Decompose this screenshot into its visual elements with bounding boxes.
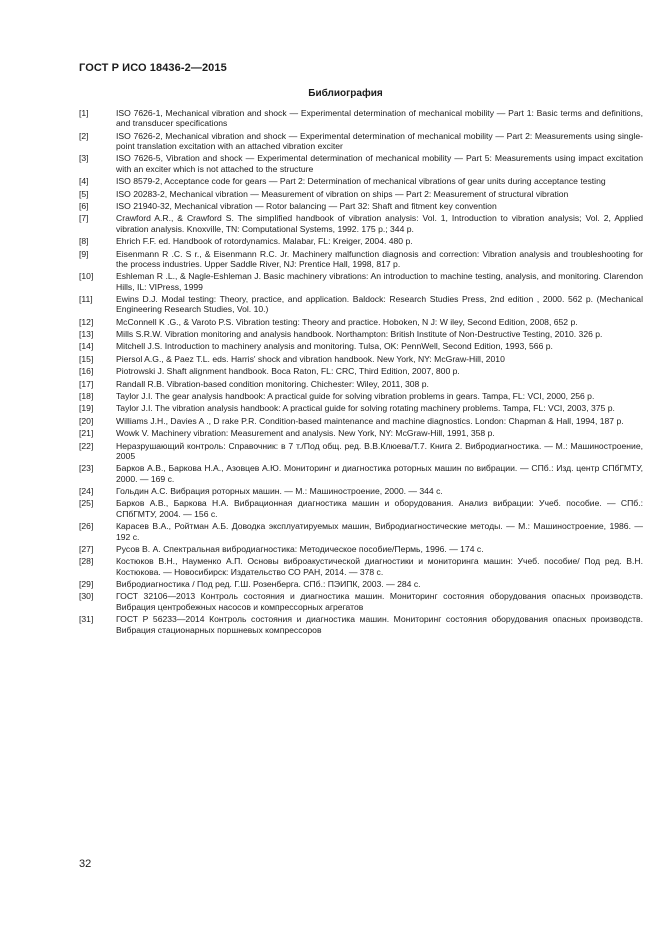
bibliography-entry: [79, 294, 643, 315]
entry-number: [11]: [79, 293, 93, 304]
entry-text: ISO 7626-2, Mechanical vibration and shock — Experimental determination of mechanical mobility — Part 2: Measurements using single-point translation excitation with an attached vibration exciter: [116, 130, 643, 152]
bibliography-entry: [79, 329, 643, 339]
entry-text: Taylor J.I. The vibration analysis handbook: A practical guide for solving rotating machinery problems. Tampa, FL: VCI, 2003, 375 p.: [116, 403, 615, 414]
entry-number: [14]: [79, 341, 94, 352]
entry-text: ISO 7626-5, Vibration and shock — Experimental determination of mechanical mobility — Part 5: Measurements using impact excitation with an exciter which is not attached to the structure: [116, 153, 643, 174]
bibliography-entry: [79, 366, 643, 376]
entry-number: [21]: [79, 428, 94, 439]
section-title: Библиография: [308, 88, 383, 99]
bibliography-entry: [79, 108, 643, 129]
entry-text: ISO 8579-2, Acceptance code for gears — Part 2: Determination of mechanical vibrations of gear units during acceptance testing: [116, 176, 606, 187]
entry-text: ISO 7626-1, Mechanical vibration and shock — Experimental determination of mechanical mobility — Part 1: Basic terms and definitions, and transducer specifications: [116, 108, 643, 129]
bibliography-entry: [79, 153, 643, 174]
entry-text: Crawford A.R., & Crawford S. The simplified handbook of vibration analysis: Vol. 1, Introduction to vibration analysis; Vol. 2, Applied vibration analysis. Knoxville, TN: Computational Systems, 1992. 175 p.; 344 p.: [116, 213, 643, 234]
bibliography-list: [79, 108, 643, 637]
entry-number: [10]: [79, 271, 94, 282]
bibliography-entry: [79, 201, 643, 211]
entry-text: Eisenmann R .C. S r., & Eisenmann R.C. Jr. Machinery malfunction diagnosis and correction: Vibration analysis and troubleshooting for the process industries. Upper Saddle River, NJ: Prentice Hall, 1998, 817 p.: [116, 248, 643, 269]
page-number: 32: [79, 858, 92, 870]
entry-number: [9]: [79, 248, 89, 259]
entry-number: [25]: [79, 498, 94, 509]
entry-number: [24]: [79, 486, 94, 497]
entry-text: Williams J.H., Davies A ., D rake P.R. Condition-based maintenance and machine diagnostics. London: Chapman & Hall, 1994, 187 p.: [116, 415, 624, 426]
entry-number: [4]: [79, 176, 89, 187]
bibliography-entry: [79, 416, 643, 426]
entry-text: Костюков В.Н., Науменко А.П. Основы виброакустической диагностики и мониторинга машин: Учеб. пособие/ Под ред. В.Н. Костюкова. — Новосибирск: Издательство СО РАН, 2014. — 378 с.: [116, 556, 643, 577]
bibliography-entry: [79, 428, 643, 438]
entry-text: Mills S.R.W. Vibration monitoring and analysis handbook. Northampton: British Institute of Non-Destructive Testing, 2010. 326 p.: [116, 329, 603, 340]
entry-text: Барков А.В., Баркова Н.А. Вибрационная диагностика машин и оборудования. Анализ вибрации: Учеб. пособие. — СПб.: СПбГМТУ, 2004. — 156 с.: [116, 498, 643, 519]
entry-number: [30]: [79, 591, 94, 602]
entry-number: [6]: [79, 200, 89, 211]
entry-number: [15]: [79, 353, 94, 364]
entry-number: [31]: [79, 614, 94, 625]
entry-text: McConnell K .G., & Varoto P.S. Vibration testing: Theory and practice. Hoboken, N J: W iley, Second Edition, 2008, 652 p.: [116, 316, 578, 327]
entry-text: Taylor J.I. The gear analysis handbook: A practical guide for solving vibration problems in gears. Tampa, FL: VCI, 2000, 256 p.: [116, 391, 595, 402]
entry-number: [17]: [79, 378, 94, 389]
entry-number: [27]: [79, 543, 94, 554]
bibliography-entry: [79, 213, 643, 234]
entry-text: Русов В. А. Спектральная вибродиагностика: Методическое пособие/Пермь, 1996. — 174 с.: [116, 543, 484, 554]
entry-text: Ehrich F.F. ed. Handbook of rotordynamics. Malabar, FL: Kreiger, 2004. 480 p.: [116, 236, 413, 247]
bibliography-entry: [79, 341, 643, 351]
entry-text: ГОСТ Р 56233—2014 Контроль состояния и диагностика машин. Мониторинг состояния оборудования опасных производств. Вибрация стационарных поршневых компрессоров: [116, 614, 643, 635]
entry-number: [1]: [79, 108, 89, 118]
entry-text: Гольдин А.С. Вибрация роторных машин. — М.: Машиностроение, 2000. — 344 с.: [116, 486, 443, 497]
bibliography-entry: [79, 591, 643, 612]
bibliography-entry: [79, 131, 643, 152]
bibliography-entry: [79, 379, 643, 389]
entry-text: ISO 21940-32, Mechanical vibration — Rotor balancing — Part 32: Shaft and fitment key convention: [116, 200, 497, 211]
entry-text: Randall R.B. Vibration-based condition monitoring. Chichester: Wiley, 2011, 308 p.: [116, 378, 429, 389]
bibliography-entry: [79, 403, 643, 413]
bibliography-entry: [79, 176, 643, 186]
entry-number: [20]: [79, 415, 94, 426]
bibliography-entry: [79, 236, 643, 246]
bibliography-entry: [79, 441, 643, 462]
bibliography-entry: [79, 391, 643, 401]
bibliography-entry: [79, 354, 643, 364]
entry-number: [26]: [79, 521, 94, 532]
entry-number: [28]: [79, 556, 94, 567]
entry-text: Вибродиагностика / Под ред. Г.Ш. Розенберга. СПб.: ПЭИПК, 2003. — 284 с.: [116, 579, 421, 590]
bibliography-entry: [79, 189, 643, 199]
entry-text: ГОСТ 32106—2013 Контроль состояния и диагностика машин. Мониторинг состояния оборудования опасных производств. Вибрация центробежных насосов и компрессорных агрегатов: [116, 591, 643, 612]
bibliography-entry: [79, 579, 643, 589]
bibliography-entry: [79, 249, 643, 270]
bibliography-entry: [79, 486, 643, 496]
entry-text: Неразрушающий контроль: Справочник: в 7 т./Под общ. ред. В.В.Клюева/Т.7. Книга 2. Вибродиагностика. — М.: Машиностроение, 2005: [116, 440, 643, 461]
entry-text: Eshleman R .L., & Nagle-Eshleman J. Basic machinery vibrations: An introduction to machine testing, analysis, and monitoring. Clarendon Hills, IL: VIPress, 1999: [116, 271, 643, 292]
entry-number: [7]: [79, 213, 89, 224]
entry-number: [29]: [79, 579, 94, 590]
bibliography-entry: [79, 498, 643, 519]
entry-text: Wowk V. Machinery vibration: Measurement and analysis. New York, NY: McGraw-Hill, 1991, 358 p.: [116, 428, 495, 439]
entry-number: [22]: [79, 440, 94, 451]
entry-number: [12]: [79, 316, 94, 327]
entry-text: ISO 20283-2, Mechanical vibration — Measurement of vibration on ships — Part 2: Measurement of structural vibration: [116, 188, 569, 199]
entry-text: Mitchell J.S. Introduction to machinery analysis and monitoring. Tulsa, OK: PennWell, Second Edition, 1993, 566 p.: [116, 341, 553, 352]
entry-number: [19]: [79, 403, 94, 414]
standard-code-header: ГОСТ Р ИСО 18436-2—2015: [79, 62, 227, 74]
bibliography-entry: [79, 521, 643, 542]
bibliography-entry: [79, 317, 643, 327]
entry-number: [18]: [79, 391, 94, 402]
entry-text: Piotrowski J. Shaft alignment handbook. Boca Raton, FL: CRC, Third Edition, 2007, 800 p.: [116, 366, 460, 377]
entry-number: [16]: [79, 366, 94, 377]
entry-number: [2]: [79, 130, 89, 141]
entry-number: [23]: [79, 463, 94, 474]
entry-text: Барков А.В., Баркова Н.А., Азовцев А.Ю. Мониторинг и диагностика роторных машин по вибрации. — СПб.: Изд. центр СПбГМТУ, 2000. — 169 с.: [116, 463, 643, 484]
entry-number: [5]: [79, 188, 89, 199]
bibliography-entry: [79, 271, 643, 292]
entry-number: [13]: [79, 329, 94, 340]
bibliography-entry: [79, 463, 643, 484]
bibliography-entry: [79, 544, 643, 554]
bibliography-entry: [79, 556, 643, 577]
entry-text: Карасев В.А., Ройтман А.Б. Доводка эксплуатируемых машин, Вибродиагностические методы. — М.: Машиностроение, 1986. — 192 с.: [116, 521, 643, 542]
entry-number: [8]: [79, 236, 89, 247]
entry-text: Ewins D.J. Modal testing: Theory, practice, and application. Baldock: Research Studies Press, 2nd edition , 2000. 562 p. (Mechanical Engineering Research Studies, Vol. 10.): [116, 293, 643, 315]
entry-text: Piersol A.G., & Paez T.L. eds. Harris' shock and vibration handbook. New York, NY: McGraw-Hill, 2010: [116, 353, 505, 364]
bibliography-entry: [79, 614, 643, 635]
entry-number: [3]: [79, 153, 89, 164]
